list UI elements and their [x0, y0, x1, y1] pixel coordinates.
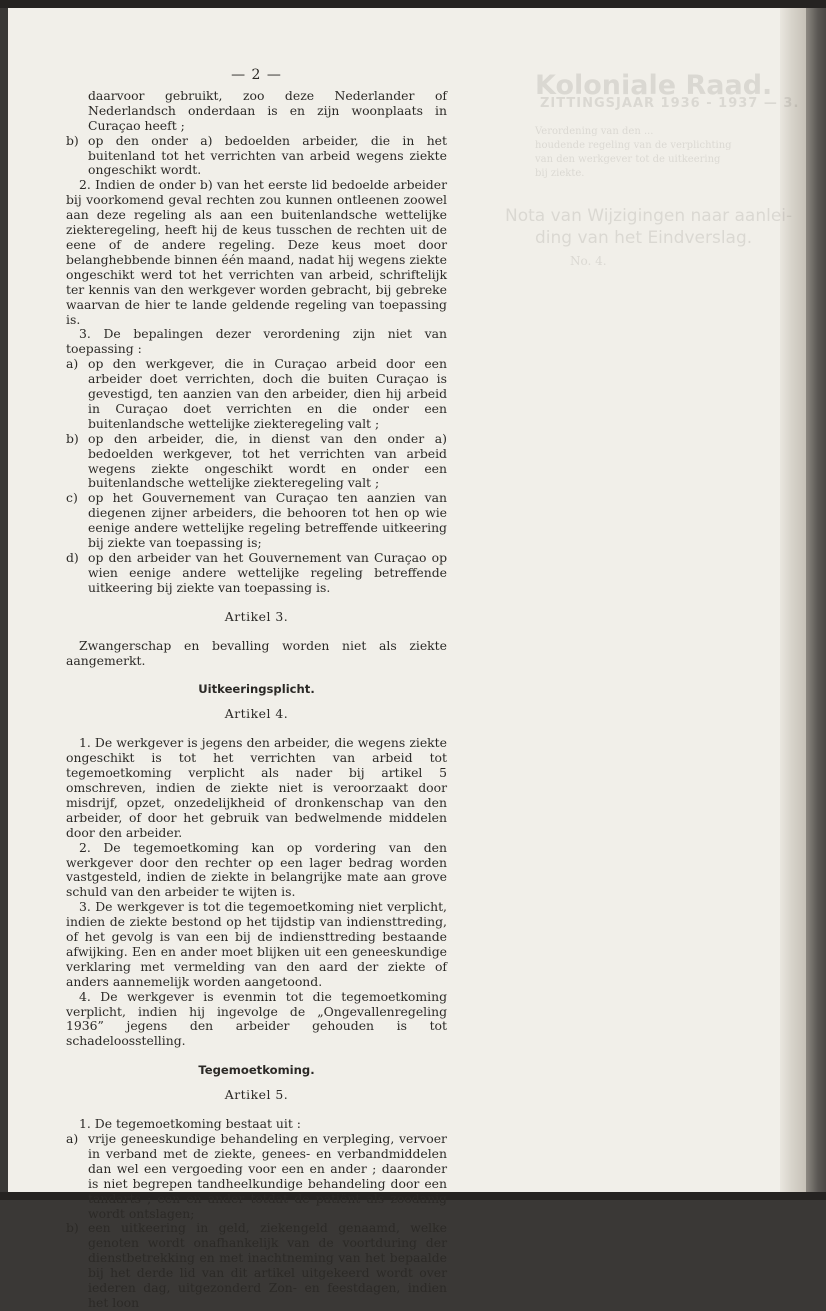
- list-item: [66, 491, 447, 551]
- list-item: [66, 1221, 447, 1310]
- list-item-text: een uitkeering in geld, ziekengeld genaamd, welke genoten wordt onafhankelijk van de voortduring der dienstbetrekking en met inachtneming van het bepaalde bij het derde lid van dit artikel uitgekeerd wordt over iederen dag, uitgezonderd Zon- en feestdagen, indien het loon: [88, 1220, 447, 1310]
- bleed-through-number: No. 4.: [570, 254, 607, 268]
- list-marker: b): [66, 430, 79, 446]
- bleed-through-line: bij ziekte.: [535, 168, 585, 179]
- list-marker: b): [66, 132, 79, 148]
- article-heading: Artikel 4.: [224, 706, 289, 722]
- list-item: [66, 357, 447, 432]
- page-number: — 2 —: [231, 67, 282, 83]
- paragraph: 4. De werkgever is evenmin tot die tegemoetkoming verplicht, indien hij ingevolge de „Ongevallenregeling 1936” jegens den arbeider gehouden is tot schadeloosstelling.: [66, 988, 447, 1049]
- paragraph: daarvoor gebruikt, zoo deze Nederlander of Nederlandsch onderdaan is en zijn woonplaats in Curaçao heeft ;: [88, 87, 447, 133]
- list-marker: b): [66, 1220, 79, 1236]
- list-item: [66, 432, 447, 492]
- paragraph: Zwangerschap en bevalling worden niet als ziekte aangemerkt.: [66, 637, 447, 668]
- list-item-text: op den arbeider van het Gouvernement van Curaçao op wien eenige andere wettelijke regeling betreffende uitkeering bij ziekte van toepassing is.: [88, 550, 447, 595]
- list-item-text: op den onder a) bedoelden arbeider, die in het buitenland tot het verrichten van arbeid wegens ziekte ongeschikt wordt.: [88, 132, 447, 178]
- paragraph: 2. De tegemoetkoming kan op vordering van den werkgever door den rechter op een lager bedrag worden vastgesteld, indien de ziekte in belangrijke mate aan grove schuld van den arbeider te wijten is.: [66, 839, 447, 900]
- bleed-through-nota: Nota van Wijzigingen naar aanlei-: [505, 206, 793, 226]
- list-marker: a): [66, 1131, 79, 1146]
- list-item-text: vrije geneeskundige behandeling en verpleging, vervoer in verband met de ziekte, genees- en verbandmiddelen dan wel een vergoeding voor een en ander ; daaronder is niet begrepen tandheelkundige behandeling door een tandarts ; een en ander totdat de patiënt als zoodanig wordt ontslagen;: [88, 1131, 447, 1221]
- list-item: [66, 1132, 447, 1221]
- paragraph: 2. Indien de onder b) van het eerste lid bedoelde arbeider bij voorkomend geval rechten zou kunnen ontleenen zoowel aan deze regeling als aan een buitenlandsche wettelijke ziekteregeling, heeft hij de keus tusschen de rechten uit de eene of de andere regeling. Deze keus moet door belanghebbende binnen één maand, nadat hij wegens ziekte ongeschikt werd tot het verrichten van arbeid, schriftelijk ter kennis van den werkgever worden gebracht, bij gebreke waarvan de hier te lande geldende regeling van toepassing is.: [66, 177, 447, 327]
- list-item: [66, 134, 447, 179]
- section-heading: Uitkeeringsplicht.: [198, 682, 315, 697]
- bleed-through-title: Koloniale Raad.: [535, 70, 773, 101]
- bleed-through-line: houdende regeling van de verplichting: [535, 140, 732, 151]
- section-heading: Tegemoetkoming.: [198, 1063, 315, 1078]
- scan-edge-right: [806, 8, 826, 1192]
- bleed-through-line: Verordening van den ...: [535, 126, 654, 137]
- bleed-through-line: van den werkgever tot de uitkeering: [535, 154, 721, 165]
- paragraph: 1. De tegemoetkoming bestaat uit :: [79, 1116, 301, 1132]
- page-fold-shadow: [780, 8, 806, 1192]
- article-heading: Artikel 3.: [224, 608, 289, 624]
- paragraph: 3. De bepalingen dezer verordening zijn niet van toepassing :: [66, 326, 447, 357]
- list-item-text: op den werkgever, die in Curaçao arbeid door een arbeider doet verrichten, doch die buiten Curaçao is gevestigd, ten aanzien van den arbeider, dien hij arbeid in Curaçao doet verrichten en die onder een buitenlandsche wettelijke ziekteregeling valt ;: [88, 356, 447, 431]
- paragraph: 1. De werkgever is jegens den arbeider, die wegens ziekte ongeschikt is tot het verrichten van arbeid tot tegemoetkoming verplicht als nader bij artikel 5 omschreven, indien de ziekte niet is veroorzaakt door misdrijf, opzet, onzedelijkheid of dronkenschap van den arbeider, of door het gebruik van bedwelmende middelen door den arbeider.: [66, 735, 447, 840]
- list-item-text: op het Gouvernement van Curaçao ten aanzien van diegenen zijner arbeiders, die behooren tot hen op wie eenige andere wettelijke regeling betreffende uitkeering bij ziekte van toepassing is;: [88, 490, 447, 551]
- document-body: [66, 68, 447, 1311]
- list-item: [66, 551, 447, 596]
- article-heading: Artikel 5.: [224, 1087, 289, 1103]
- paragraph: 3. De werkgever is tot die tegemoetkoming niet verplicht, indien de ziekte bestond op het tijdstip van indiensttreding, of het gevolg is van een bij de indiensttreding bestaande afwijking. Een en ander moet blijken uit een geneeskundige verklaring met vermelding van den aard der ziekte of anders aannemelijk worden aangetoond.: [66, 899, 447, 989]
- list-item-text: op den arbeider, die, in dienst van den onder a) bedoelden werkgever, tot het verrichten van arbeid wegens ziekte ongeschikt wordt en onder een buitenlandsche wettelijke ziekteregeling valt ;: [88, 430, 447, 491]
- list-marker: c): [66, 490, 78, 506]
- list-marker: d): [66, 550, 79, 565]
- list-marker: a): [66, 356, 79, 372]
- bleed-through-session: ZITTINGSJAAR 1936 - 1937 — 3.: [540, 96, 800, 111]
- scan-border-top: [0, 0, 826, 8]
- bleed-through-nota: ding van het Eindverslag.: [535, 228, 753, 248]
